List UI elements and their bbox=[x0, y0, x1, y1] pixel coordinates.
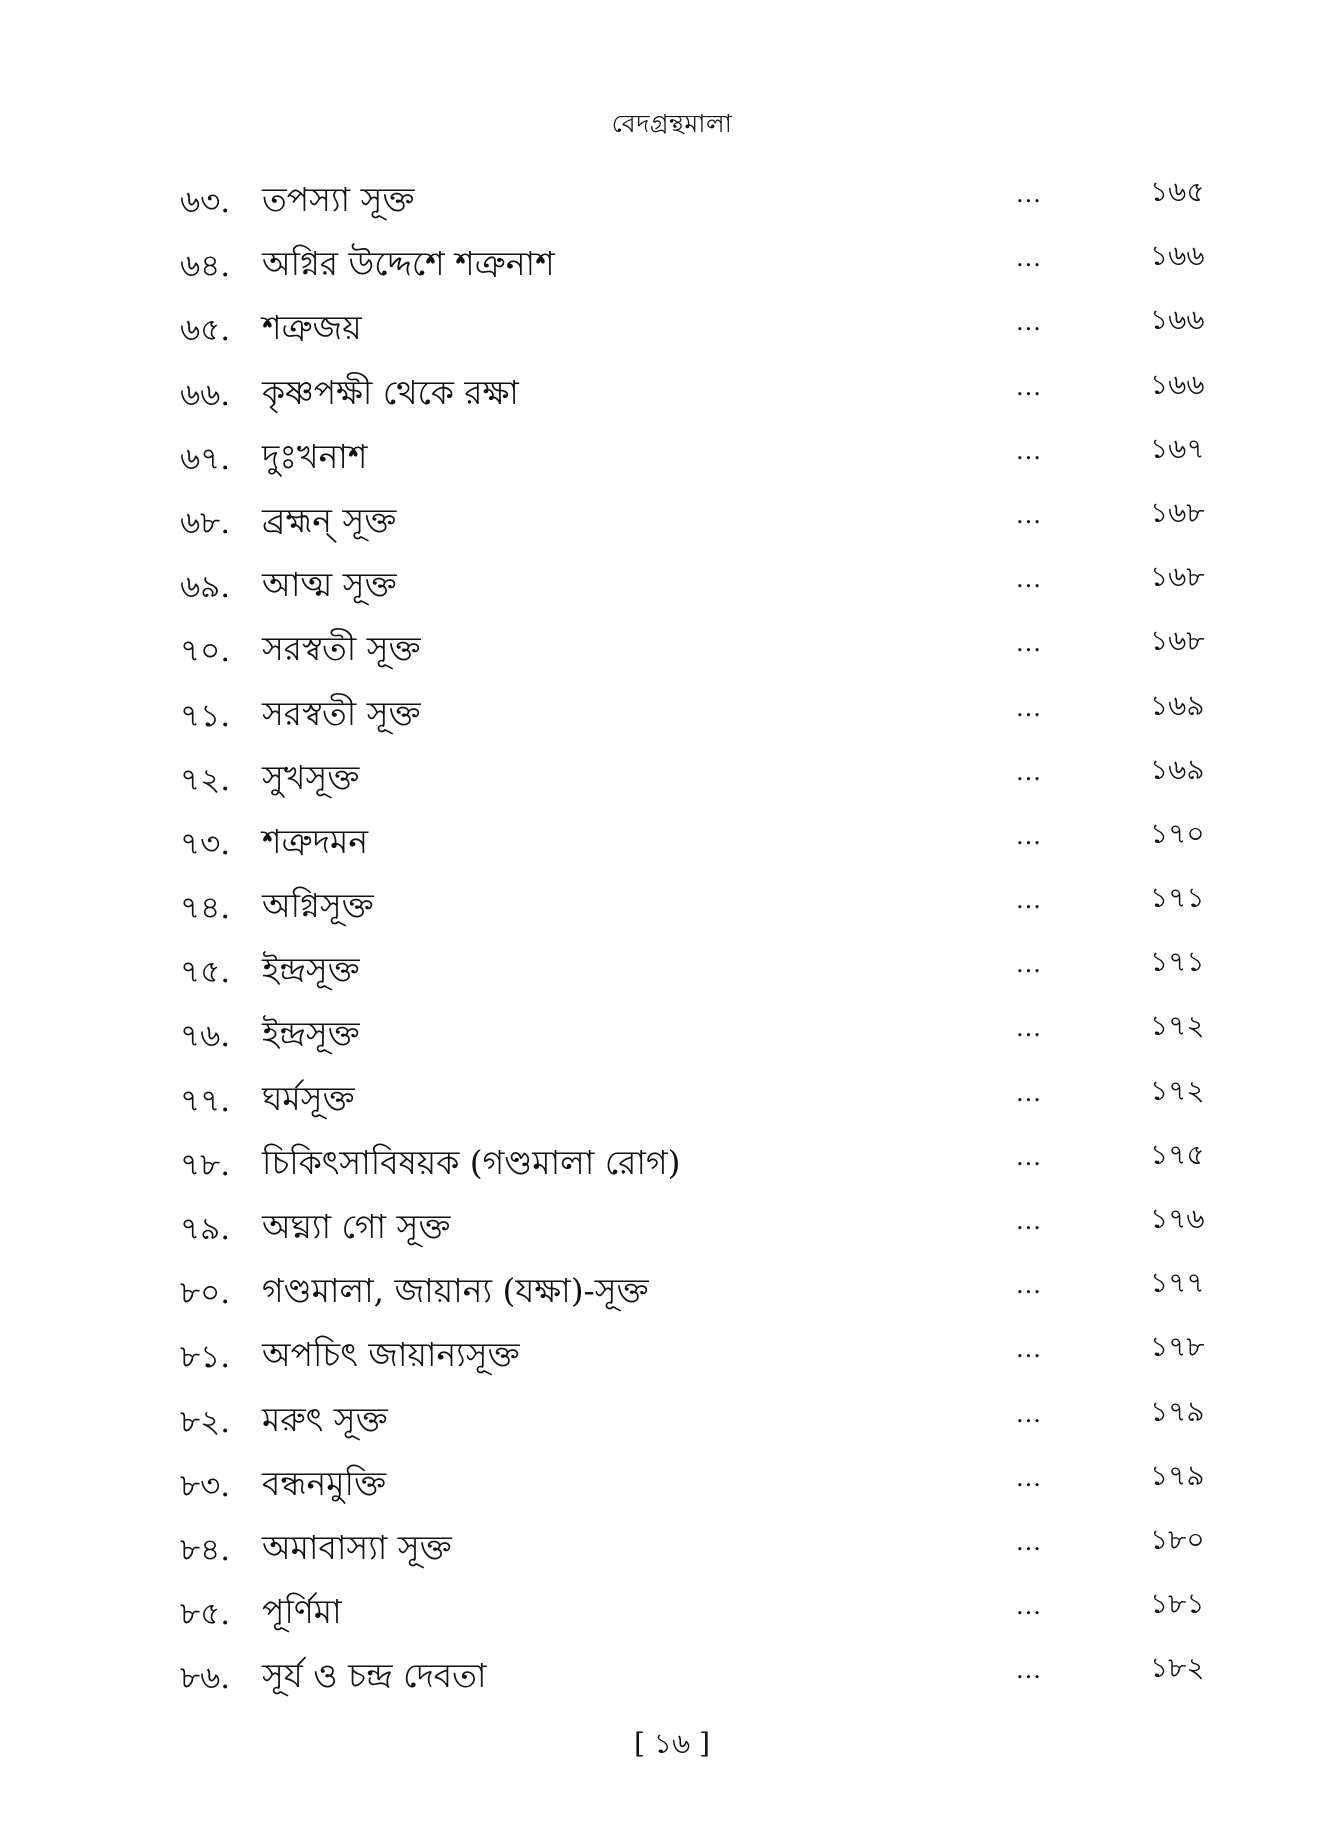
entry-number: ৬৩. bbox=[180, 184, 231, 220]
entry-number: ৭৪. bbox=[180, 890, 231, 927]
entry-leader-dots: ... bbox=[1016, 886, 1042, 915]
entry-page-number: ১৭৮ bbox=[1150, 1330, 1205, 1364]
entry-title: মরুৎ সূক্ত bbox=[262, 1399, 388, 1439]
entry-leader-dots: ... bbox=[1016, 372, 1042, 401]
toc-entry bbox=[0, 298, 1344, 362]
entry-leader-dots: ... bbox=[1016, 950, 1042, 979]
entry-leader-dots: ... bbox=[1016, 1592, 1042, 1621]
entry-page-number: ১৮০ bbox=[1150, 1522, 1205, 1556]
entry-number: ৬৭. bbox=[180, 440, 231, 477]
entry-title: আত্ম সূক্ত bbox=[262, 565, 397, 605]
entry-number: ৭৮. bbox=[180, 1146, 231, 1183]
entry-leader-dots: ... bbox=[1016, 757, 1042, 786]
entry-page-number: ১৬৬ bbox=[1150, 367, 1205, 401]
entry-leader-dots: ... bbox=[1016, 1527, 1042, 1556]
entry-title: অগ্নিসূক্ত bbox=[262, 886, 374, 926]
entry-title: অঘ্ন্যা গো সূক্ত bbox=[262, 1207, 451, 1246]
toc-entry bbox=[0, 1197, 1344, 1261]
entry-page-number: ১৮১ bbox=[1150, 1587, 1205, 1621]
entry-page-number: ১৬৬ bbox=[1150, 303, 1205, 337]
running-header: বেদগ্রন্থমালা bbox=[611, 109, 733, 138]
entry-title: অপচিৎ জায়ান্যসূক্ত bbox=[262, 1335, 520, 1375]
entry-number: ৭৬. bbox=[180, 1018, 231, 1055]
entry-number: ৬৬. bbox=[180, 376, 231, 413]
toc-entry bbox=[0, 684, 1344, 748]
toc-entry bbox=[0, 748, 1344, 812]
toc-entry bbox=[0, 619, 1344, 683]
entry-number: ৮৩. bbox=[180, 1467, 231, 1504]
entry-leader-dots: ... bbox=[1016, 1399, 1042, 1428]
entry-number: ৮২. bbox=[180, 1403, 231, 1440]
entry-title: সুখসূক্ত bbox=[262, 757, 360, 797]
entry-number: ৮৫. bbox=[180, 1596, 231, 1633]
toc-entry bbox=[0, 1261, 1344, 1325]
entry-title: তপস্যা সূক্ত bbox=[262, 180, 415, 219]
entry-title: ইন্দ্রসূক্ত bbox=[262, 1014, 360, 1054]
entry-leader-dots: ... bbox=[1016, 1335, 1042, 1364]
entry-page-number: ১৬৮ bbox=[1150, 624, 1205, 658]
entry-title: ব্রহ্মন্ সূক্ত bbox=[262, 500, 397, 540]
entry-title: শত্রুজয় bbox=[262, 308, 362, 348]
entry-number: ৭৭. bbox=[180, 1082, 231, 1119]
entry-page-number: ১৬৯ bbox=[1150, 688, 1205, 722]
entry-leader-dots: ... bbox=[1016, 821, 1042, 850]
toc-entry bbox=[0, 940, 1344, 1004]
entry-number: ৭২. bbox=[180, 761, 231, 798]
entry-page-number: ১৭১ bbox=[1150, 945, 1205, 979]
toc-entry bbox=[0, 427, 1344, 491]
entry-leader-dots: ... bbox=[1016, 1014, 1042, 1043]
table-of-contents bbox=[0, 170, 1344, 1711]
entry-number: ৮৬. bbox=[180, 1660, 231, 1697]
entry-number: ৮৪. bbox=[180, 1531, 231, 1568]
entry-leader-dots: ... bbox=[1016, 244, 1042, 273]
toc-entry bbox=[0, 876, 1344, 940]
entry-leader-dots: ... bbox=[1016, 1656, 1042, 1685]
entry-page-number: ১৬৬ bbox=[1150, 239, 1205, 273]
entry-page-number: ১৬৯ bbox=[1150, 752, 1205, 786]
entry-page-number: ১৭২ bbox=[1150, 1009, 1205, 1043]
entry-number: ৭০. bbox=[180, 633, 231, 670]
entry-leader-dots: ... bbox=[1016, 180, 1042, 208]
entry-page-number: ১৬৮ bbox=[1150, 495, 1205, 529]
entry-number: ৬৮. bbox=[180, 504, 231, 541]
toc-entry bbox=[0, 491, 1344, 555]
toc-entry bbox=[0, 1518, 1344, 1582]
entry-number: ৭৯. bbox=[180, 1211, 231, 1247]
entry-page-number: ১৭৭ bbox=[1150, 1266, 1205, 1300]
entry-leader-dots: ... bbox=[1016, 693, 1042, 722]
entry-title: কৃষ্ণপক্ষী থেকে রক্ষা bbox=[262, 372, 519, 412]
entry-leader-dots: ... bbox=[1016, 565, 1042, 594]
entry-leader-dots: ... bbox=[1016, 500, 1042, 529]
entry-page-number: ১৭০ bbox=[1150, 816, 1205, 850]
entry-number: ৬৯. bbox=[180, 569, 231, 606]
entry-leader-dots: ... bbox=[1016, 1463, 1042, 1492]
entry-title: ইন্দ্রসূক্ত bbox=[262, 950, 360, 990]
toc-entry bbox=[0, 1133, 1344, 1197]
entry-page-number: ১৬৮ bbox=[1150, 560, 1205, 594]
entry-number: ৭৩. bbox=[180, 825, 231, 862]
toc-entry bbox=[0, 1325, 1344, 1389]
entry-title: পূর্ণিমা bbox=[262, 1592, 342, 1632]
entry-number: ৮১. bbox=[180, 1339, 231, 1376]
entry-number: ৬৪. bbox=[180, 248, 231, 285]
entry-title: অমাবাস্যা সূক্ত bbox=[262, 1527, 452, 1567]
toc-entry bbox=[0, 555, 1344, 619]
toc-entry bbox=[0, 1390, 1344, 1454]
entry-title: শত্রুদমন bbox=[262, 821, 369, 861]
entry-page-number: ১৭৬ bbox=[1150, 1202, 1205, 1235]
entry-page-number: ১৮২ bbox=[1150, 1651, 1205, 1685]
entry-page-number: ১৭২ bbox=[1150, 1073, 1205, 1107]
entry-title: সরস্বতী সূক্ত bbox=[262, 629, 421, 669]
toc-entry bbox=[0, 1454, 1344, 1518]
toc-entry bbox=[0, 1004, 1344, 1068]
entry-number: ৮০. bbox=[180, 1275, 231, 1312]
entry-leader-dots: ... bbox=[1016, 1207, 1042, 1235]
toc-entry bbox=[0, 363, 1344, 427]
entry-number: ৬৫. bbox=[180, 312, 231, 349]
entry-title: বন্ধনমুক্তি bbox=[262, 1463, 387, 1503]
entry-leader-dots: ... bbox=[1016, 629, 1042, 658]
toc-entry bbox=[0, 1069, 1344, 1133]
toc-entry bbox=[0, 234, 1344, 298]
entry-number: ৭১. bbox=[180, 697, 231, 734]
entry-page-number: ১৭৯ bbox=[1150, 1394, 1205, 1428]
entry-page-number: ১৬৫ bbox=[1150, 175, 1205, 208]
toc-entry bbox=[0, 1646, 1344, 1710]
entry-page-number: ১৭৯ bbox=[1150, 1458, 1205, 1492]
entry-leader-dots: ... bbox=[1016, 1078, 1042, 1107]
entry-leader-dots: ... bbox=[1016, 436, 1042, 465]
toc-entry bbox=[0, 1582, 1344, 1646]
entry-number: ৭৫. bbox=[180, 954, 231, 991]
toc-entry bbox=[0, 812, 1344, 876]
entry-title: সূর্য ও চন্দ্র দেবতা bbox=[262, 1656, 487, 1696]
entry-page-number: ১৬৭ bbox=[1150, 431, 1205, 465]
entry-title: দুঃখনাশ bbox=[262, 436, 368, 476]
entry-page-number: ১৭৫ bbox=[1150, 1137, 1205, 1171]
entry-page-number: ১৭১ bbox=[1150, 881, 1205, 915]
entry-title: ঘর্মসূক্ত bbox=[262, 1078, 355, 1118]
entry-leader-dots: ... bbox=[1016, 308, 1042, 337]
entry-title: চিকিৎসাবিষয়ক (গণ্ডমালা রোগ) bbox=[262, 1142, 681, 1182]
toc-entry bbox=[0, 170, 1344, 234]
entry-leader-dots: ... bbox=[1016, 1142, 1042, 1171]
entry-title: অগ্নির উদ্দেশে শত্রুনাশ bbox=[262, 244, 555, 284]
entry-title: গণ্ডমালা, জায়ান্য (যক্ষা)-সূক্ত bbox=[262, 1271, 649, 1311]
entry-leader-dots: ... bbox=[1016, 1271, 1042, 1300]
entry-title: সরস্বতী সূক্ত bbox=[262, 693, 421, 733]
page-number: [ ১৬ ] bbox=[633, 1727, 711, 1760]
